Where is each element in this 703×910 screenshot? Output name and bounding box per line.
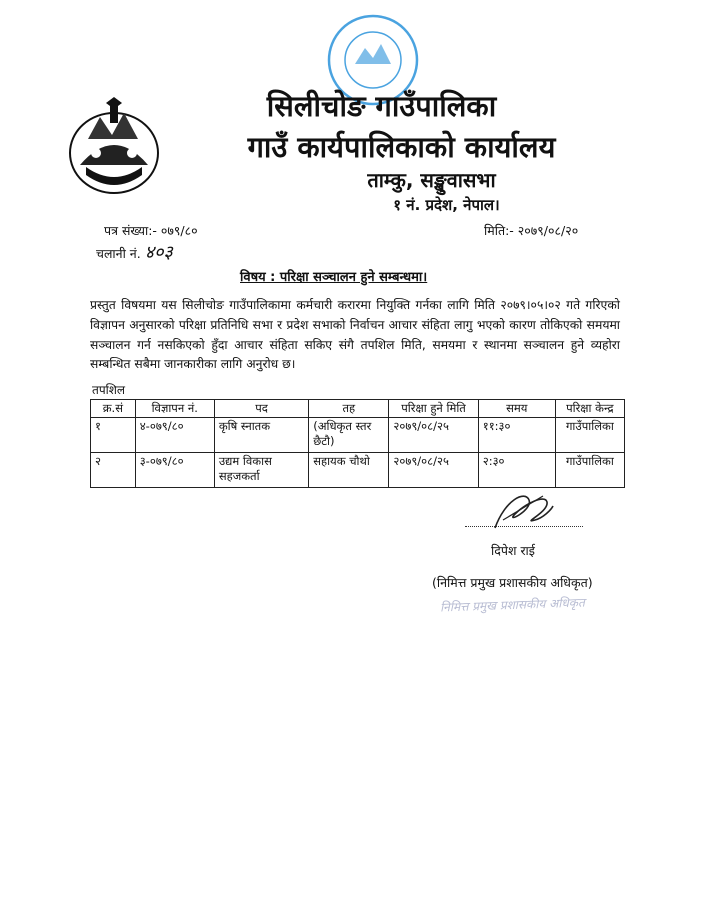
exam-schedule-table bbox=[90, 399, 625, 488]
chalani-number bbox=[96, 240, 173, 264]
signatory-name: दिपेश राई bbox=[491, 543, 535, 558]
cell-time: २:३० bbox=[478, 453, 555, 488]
designation-stamp: निमित्त प्रमुख प्रशासकीय अधिकृत bbox=[439, 595, 586, 615]
cell-sn: २ bbox=[91, 453, 136, 488]
header-level: तह bbox=[309, 400, 389, 418]
municipality-name: सिलीचोङ गाउँपालिका bbox=[266, 89, 497, 123]
table-row bbox=[91, 453, 625, 488]
header-exam-center: परिक्षा केन्द्र bbox=[555, 400, 624, 418]
header-exam-date: परिक्षा हुने मिति bbox=[389, 400, 478, 418]
table-header-row bbox=[91, 400, 625, 418]
signature-scribble bbox=[485, 490, 557, 534]
table-row bbox=[91, 418, 625, 453]
cell-exam-center: गाउँपालिका bbox=[555, 418, 624, 453]
chalani-value: ४०३ bbox=[144, 242, 173, 263]
cell-post: उद्यम विकास सहजकर्ता bbox=[214, 453, 308, 488]
letter-date: मिति:- २०७९/०८/२० bbox=[484, 223, 579, 238]
cell-advertisement: ३-०७९/८० bbox=[135, 453, 214, 488]
office-name: गाउँ कार्यपालिकाको कार्यालय bbox=[247, 130, 556, 164]
subject-line: विषय : परिक्षा सञ्चालन हुने सम्बन्धमा। bbox=[240, 270, 428, 285]
header-sn: क्र.सं bbox=[91, 400, 136, 418]
tapshil-label: तपशिल bbox=[92, 383, 126, 397]
signature-line bbox=[465, 526, 583, 527]
province: १ नं. प्रदेश, नेपाल। bbox=[393, 196, 500, 214]
cell-sn: १ bbox=[91, 418, 136, 453]
header-advertisement: विज्ञापन नं. bbox=[135, 400, 214, 418]
body-paragraph: प्रस्तुत विषयमा यस सिलीचोङ गाउँपालिकामा कर्मचारी करारमा नियुक्ति गर्नका लागि मिति २०७९।०५।०२ गते गरिएको विज्ञापन अनुसारको परिक्षा प्रतिनिधि सभा र प्रदेश सभाको निर्वाचन आचार संहिता लागु भएको कारण तोकिएको समयमा सञ्चालन गर्न नसकिएको हुँदा आचार संहिता सकिए संगै तपशिल मिति, समयमा र स्थानमा सञ्चालन हुने व्यहोरा सम्बन्धित सबैमा जानकारीका लागि अनुरोध छ। bbox=[90, 298, 620, 372]
header-post: पद bbox=[214, 400, 308, 418]
cell-level: (अधिकृत स्तर छैटौ) bbox=[309, 418, 389, 453]
header-time: समय bbox=[478, 400, 555, 418]
signatory-title: (निमित्त प्रमुख प्रशासकीय अधिकृत) bbox=[432, 575, 593, 590]
chalani-label: चलानी नं. bbox=[96, 246, 141, 261]
cell-time: ११:३० bbox=[478, 418, 555, 453]
cell-exam-date: २०७९/०८/२५ bbox=[389, 453, 478, 488]
cell-advertisement: ४-०७९/८० bbox=[135, 418, 214, 453]
cell-level: सहायक चौथो bbox=[309, 453, 389, 488]
cell-exam-date: २०७९/०८/२५ bbox=[389, 418, 478, 453]
patra-sankhya: पत्र संख्या:- ०७९/८० bbox=[104, 223, 198, 238]
cell-post: कृषि स्नातक bbox=[214, 418, 308, 453]
office-address: ताम्कु, सङ्खुवासभा bbox=[367, 168, 496, 192]
cell-exam-center: गाउँपालिका bbox=[555, 453, 624, 488]
